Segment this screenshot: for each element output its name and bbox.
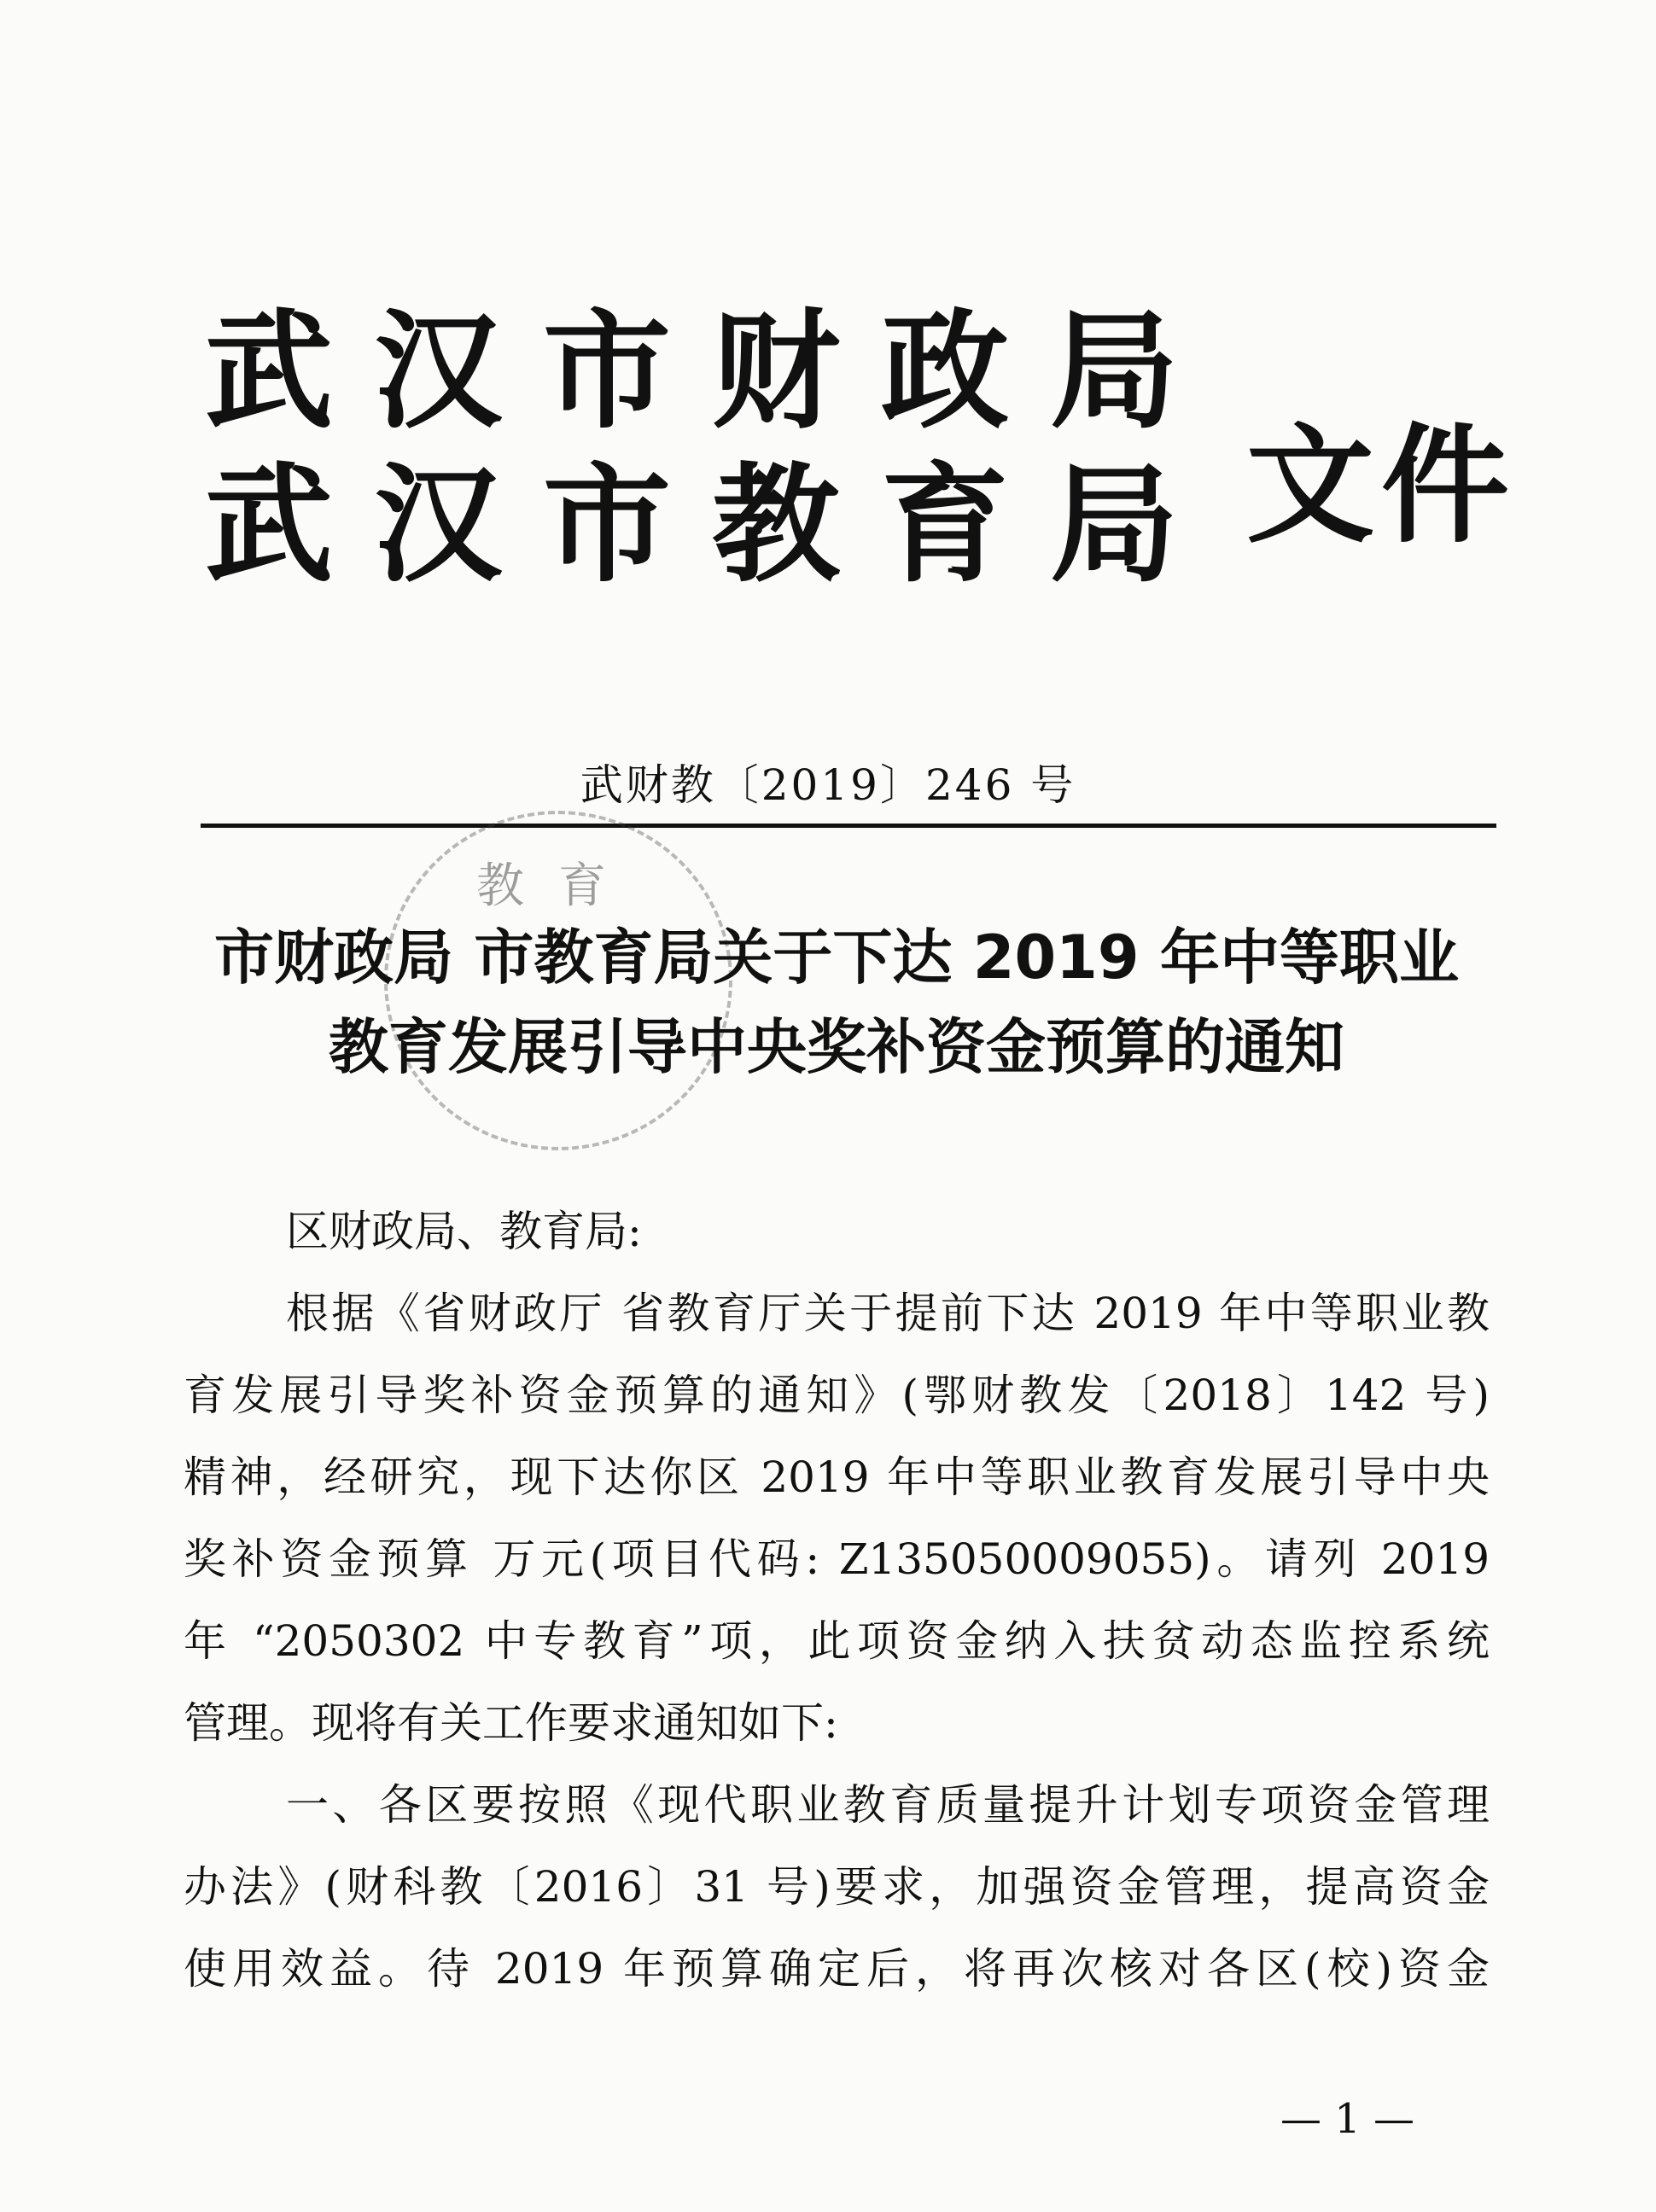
document-body (184, 1190, 1490, 2010)
body-line: 管理。现将有关工作要求通知如下: (184, 1698, 838, 1748)
body-line: 育发展引导奖补资金预算的通知》(鄂财教发〔2018〕142 号) (184, 1371, 1490, 1420)
body-line: 精神，经研究，现下达你区 2019 年中等职业教育发展引导中央 (184, 1452, 1490, 1502)
issuing-organizations (205, 294, 1220, 602)
org-name-finance: 武汉市财政局 (205, 296, 1220, 446)
title-line-2: 教育发展引导中央奖补资金预算的通知 (329, 1012, 1344, 1082)
document-title (171, 913, 1502, 1092)
org-name-education: 武汉市教育局 (205, 450, 1220, 600)
salutation: 区财政局、教育局: (286, 1207, 642, 1256)
document-type-label: 文件 (1246, 410, 1517, 561)
title-line-1: 市财政局 市教育局关于下达 2019 年中等职业 (214, 923, 1459, 992)
seal-text: 教育 (476, 859, 640, 914)
page-number: — 1 — (1280, 2095, 1415, 2143)
body-line: 奖补资金预算 万元(项目代码: Z135050009055)。请列 2019 (184, 1534, 1490, 1584)
body-line: 办法》(财科教〔2016〕31 号)要求，加强资金管理，提高资金 (184, 1862, 1490, 1912)
body-line: 年 “2050302 中专教育”项，此项资金纳入扶贫动态监控系统 (184, 1616, 1490, 1666)
body-line: 根据《省财政厅 省教育厅关于提前下达 2019 年中等职业教 (286, 1289, 1490, 1338)
body-line: 一、各区要按照《现代职业教育质量提升计划专项资金管理 (286, 1780, 1490, 1830)
header-divider (201, 824, 1496, 828)
body-line: 使用效益。待 2019 年预算确定后，将再次核对各区(校)资金 (184, 1944, 1490, 1994)
document-number: 武财教〔2019〕246 号 (580, 760, 1076, 810)
